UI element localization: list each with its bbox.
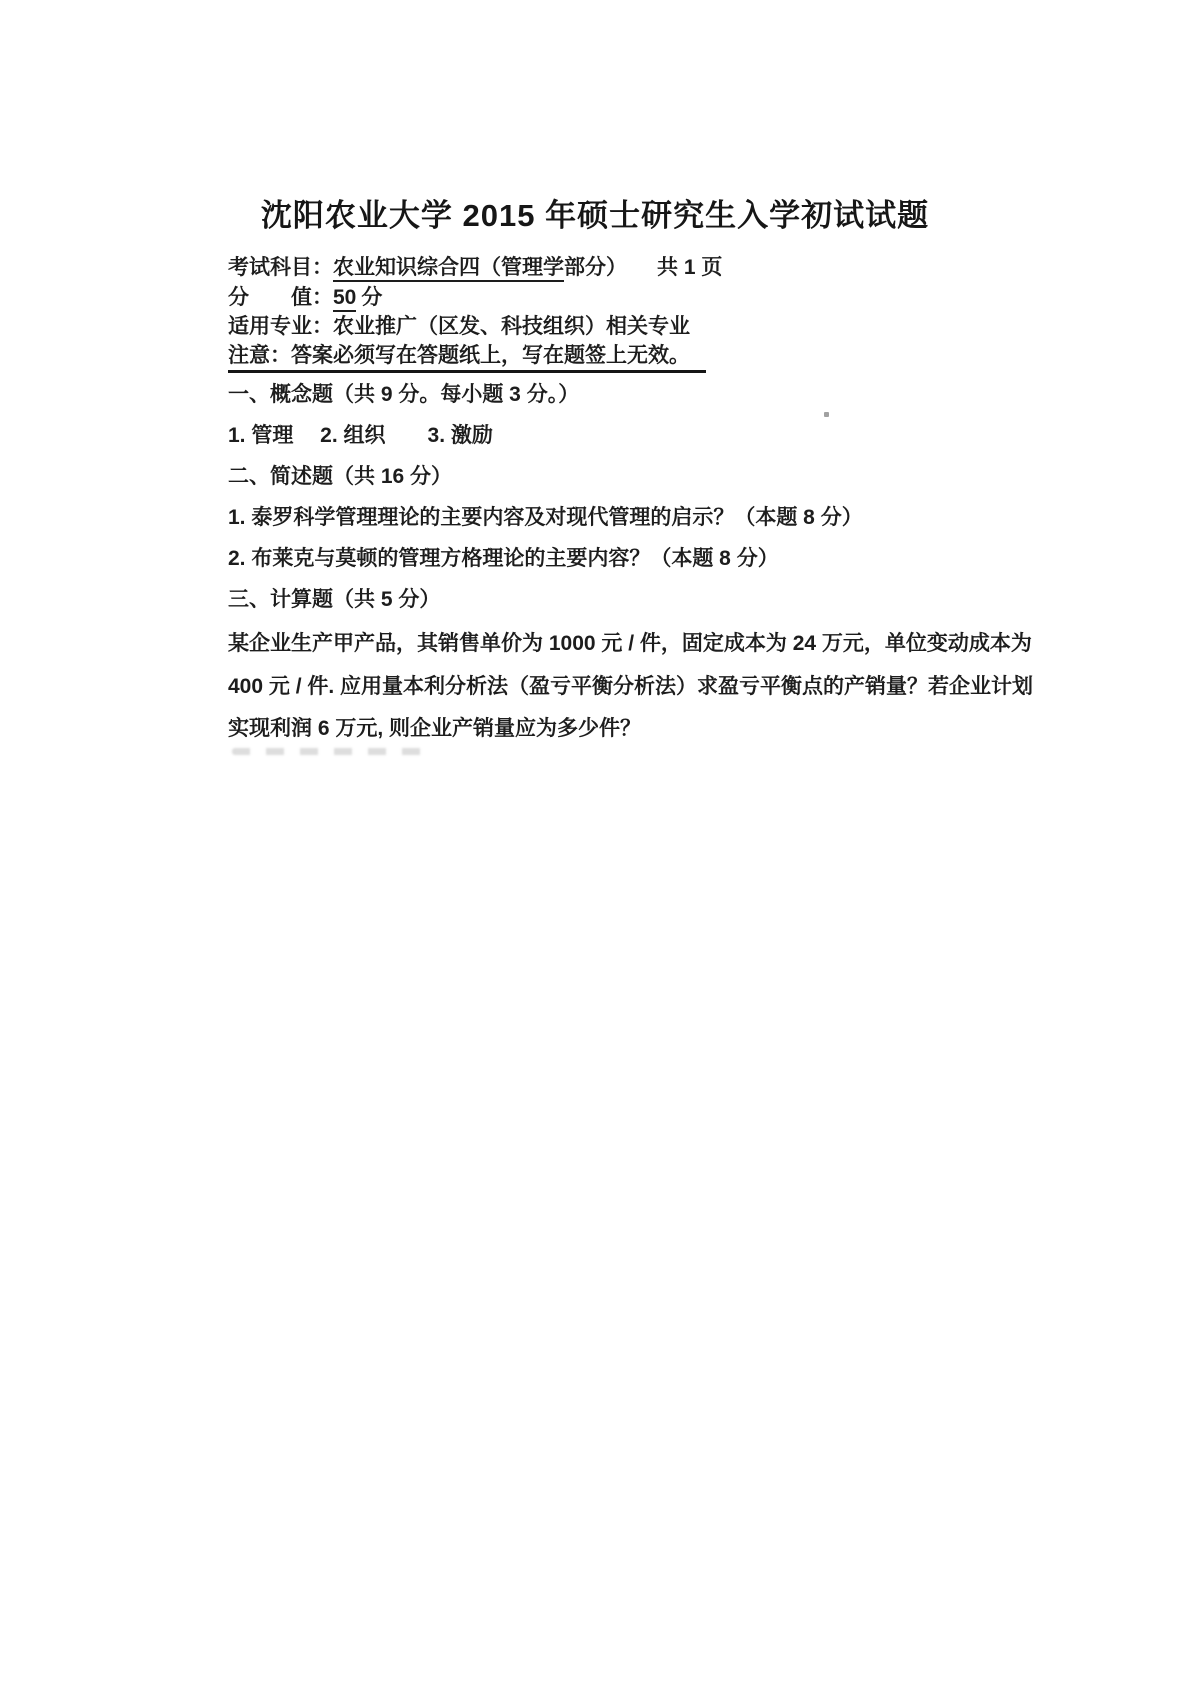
section3-paragraph-line-2: 400 元 / 件. 应用量本利分析法（盈亏平衡分析法）求盈亏平衡点的产销量？若企业计划 xyxy=(228,675,1034,698)
subject-value-tail: 部分） xyxy=(564,256,627,279)
pages-note: 共 1 页 xyxy=(657,256,723,279)
scan-speck-artifact xyxy=(824,412,829,417)
section3-paragraph-line-1: 某企业生产甲产品，其销售单价为 1000 元 / 件，固定成本为 24 万元，单位变动成本为 xyxy=(228,632,1032,655)
section2-heading: 二、简述题（共 16 分） xyxy=(228,465,453,488)
subject-label: 考试科目： xyxy=(228,256,333,279)
section3-heading: 三、计算题（共 5 分） xyxy=(228,588,441,611)
score-label: 分 值： xyxy=(228,286,333,309)
section1-items: 1. 管理 2. 组织 3. 激励 xyxy=(228,424,493,447)
section2-question-1: 1. 泰罗科学管理理论的主要内容及对现代管理的启示？（本题 8 分） xyxy=(228,506,863,529)
page-title: 沈阳农业大学 2015 年硕士研究生入学初试试题 xyxy=(260,198,930,233)
meta-subject-line xyxy=(228,254,722,281)
score-value-underlined: 50 xyxy=(333,286,356,312)
section3-paragraph-line-3: 实现利润 6 万元, 则企业产销量应为多少件？ xyxy=(228,717,642,740)
major-label: 适用专业： xyxy=(228,315,333,338)
notice-text: 注意：答案必须写在答题纸上，写在题签上无效。 xyxy=(228,344,706,373)
meta-notice-line xyxy=(228,342,706,369)
meta-score-line xyxy=(228,284,382,311)
subject-value-underlined: 农业知识综合四（管理学 xyxy=(333,256,564,282)
section1-heading: 一、概念题（共 9 分。每小题 3 分。） xyxy=(228,383,580,406)
section2-question-2: 2. 布莱克与莫顿的管理方格理论的主要内容？（本题 8 分） xyxy=(228,547,779,570)
scan-smudge-artifact xyxy=(232,748,432,755)
score-unit: 分 xyxy=(361,286,383,309)
meta-major-line xyxy=(228,313,690,340)
major-value: 农业推广（区发、科技组织）相关专业 xyxy=(333,315,690,338)
